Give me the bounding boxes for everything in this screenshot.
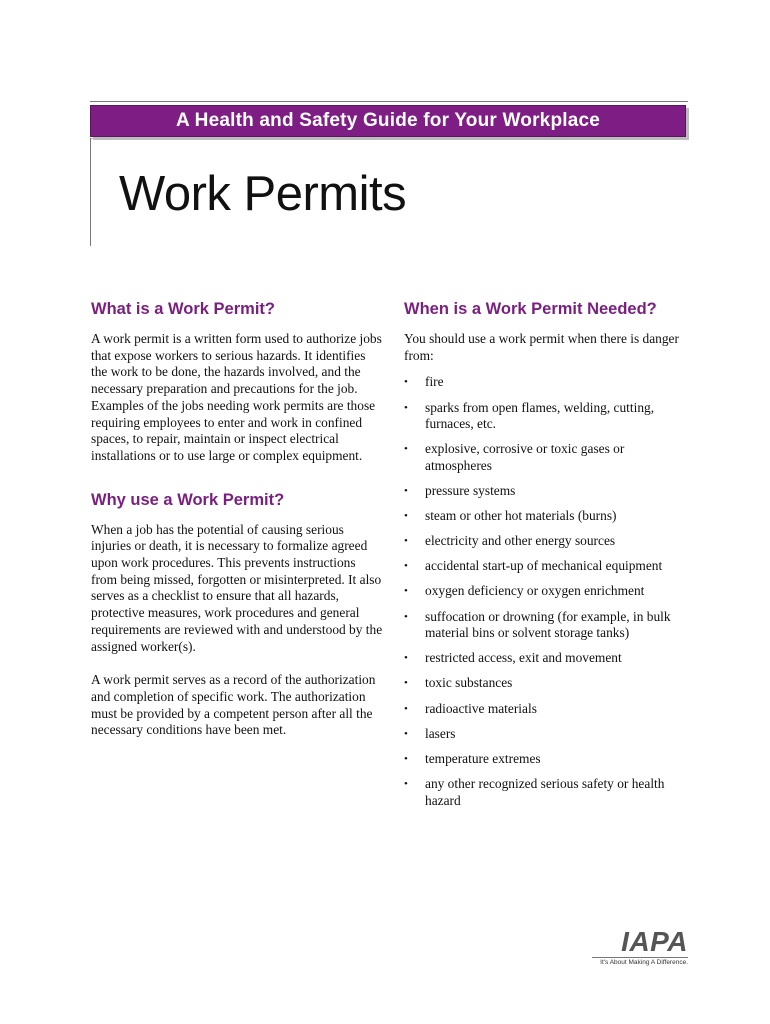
document-title: Work Permits [119, 167, 407, 221]
banner-title: A Health and Safety Guide for Your Workplace [175, 110, 601, 131]
title-frame-left [90, 138, 91, 246]
list-item: • explosive, corrosive or toxic gases or atmospheres [404, 441, 625, 473]
list-item: • steam or other hot materials (burns) [404, 508, 617, 524]
bullet-icon: • [404, 401, 408, 414]
bullet-icon: • [404, 535, 408, 548]
bullet-icon: • [404, 376, 408, 389]
right-column [404, 300, 694, 818]
bullet-icon: • [404, 610, 408, 623]
title-frame-top [90, 138, 688, 139]
iapa-logo [592, 927, 688, 966]
bullet-icon: • [404, 510, 408, 523]
left-column [91, 300, 383, 739]
list-item: • oxygen deficiency or oxygen enrichment [404, 583, 645, 599]
bullet-icon: • [404, 585, 408, 598]
paragraph-gap [91, 655, 383, 672]
section-heading-when: When is a Work Permit Needed? [404, 300, 657, 318]
paragraph-why-1: When a job has the potential of causing serious injuries or death, it is necessary to formalize agreed upon work procedures. This prevents instructions from being missed, forgotten or misinterpreted. It also serves as a checklist to ensure that all hazards, protective measures, work procedures and general requirements are reviewed with and understood by the assigned worker(s). [91, 521, 383, 654]
paragraph-why-2: A work permit serves as a record of the authorization and completion of specific work. The authorization must be provided by a competent person after all the necessary conditions have been met. [91, 672, 376, 738]
top-rule [90, 101, 688, 102]
list-item: • lasers [404, 725, 456, 741]
bullet-icon: • [404, 702, 408, 715]
list-item: • restricted access, exit and movement [404, 650, 622, 666]
list-item: • electricity and other energy sources [404, 533, 616, 549]
list-item: • sparks from open flames, welding, cutting, furnaces, etc. [404, 399, 655, 432]
bullet-icon: • [404, 777, 408, 790]
list-item: • accidental start-up of mechanical equipment [404, 558, 663, 574]
list-item: • fire [404, 374, 444, 390]
bullet-icon: • [404, 727, 408, 740]
paragraph-what: A work permit is a written form used to authorize jobs that expose workers to serious hazards. It identifies the work to be done, the hazards involved, and the necessary preparation and precautions for the job. Examples of the jobs needing work permits are those requiring employees to enter and work in confined spaces, to repair, maintain or inspect electrical installations or to use large or complex equipment. [91, 331, 382, 463]
hazard-list [404, 374, 694, 809]
section-heading-what: What is a Work Permit? [91, 300, 275, 318]
logo-mark: IAPA [621, 926, 688, 957]
section-heading-why: Why use a Work Permit? [91, 490, 285, 509]
list-item: • temperature extremes [404, 750, 541, 766]
bullet-icon: • [404, 560, 408, 573]
list-item: • any other recognized serious safety or health hazard [404, 775, 665, 808]
bullet-icon: • [404, 677, 408, 690]
list-item: • pressure systems [404, 483, 516, 499]
header-banner [90, 105, 686, 137]
bullet-icon: • [404, 485, 408, 498]
bullet-icon: • [404, 652, 408, 665]
list-item: • suffocation or drowning (for example, in bulk material bins or solvent storage tanks) [404, 608, 671, 641]
paragraph-when-intro: You should use a work permit when there is danger from: [404, 331, 679, 363]
list-item: • toxic substances [404, 675, 513, 691]
bullet-icon: • [404, 752, 408, 765]
list-item: • radioactive materials [404, 700, 537, 716]
bullet-icon: • [404, 443, 408, 456]
logo-tagline: It's About Making A Difference. [592, 957, 688, 966]
